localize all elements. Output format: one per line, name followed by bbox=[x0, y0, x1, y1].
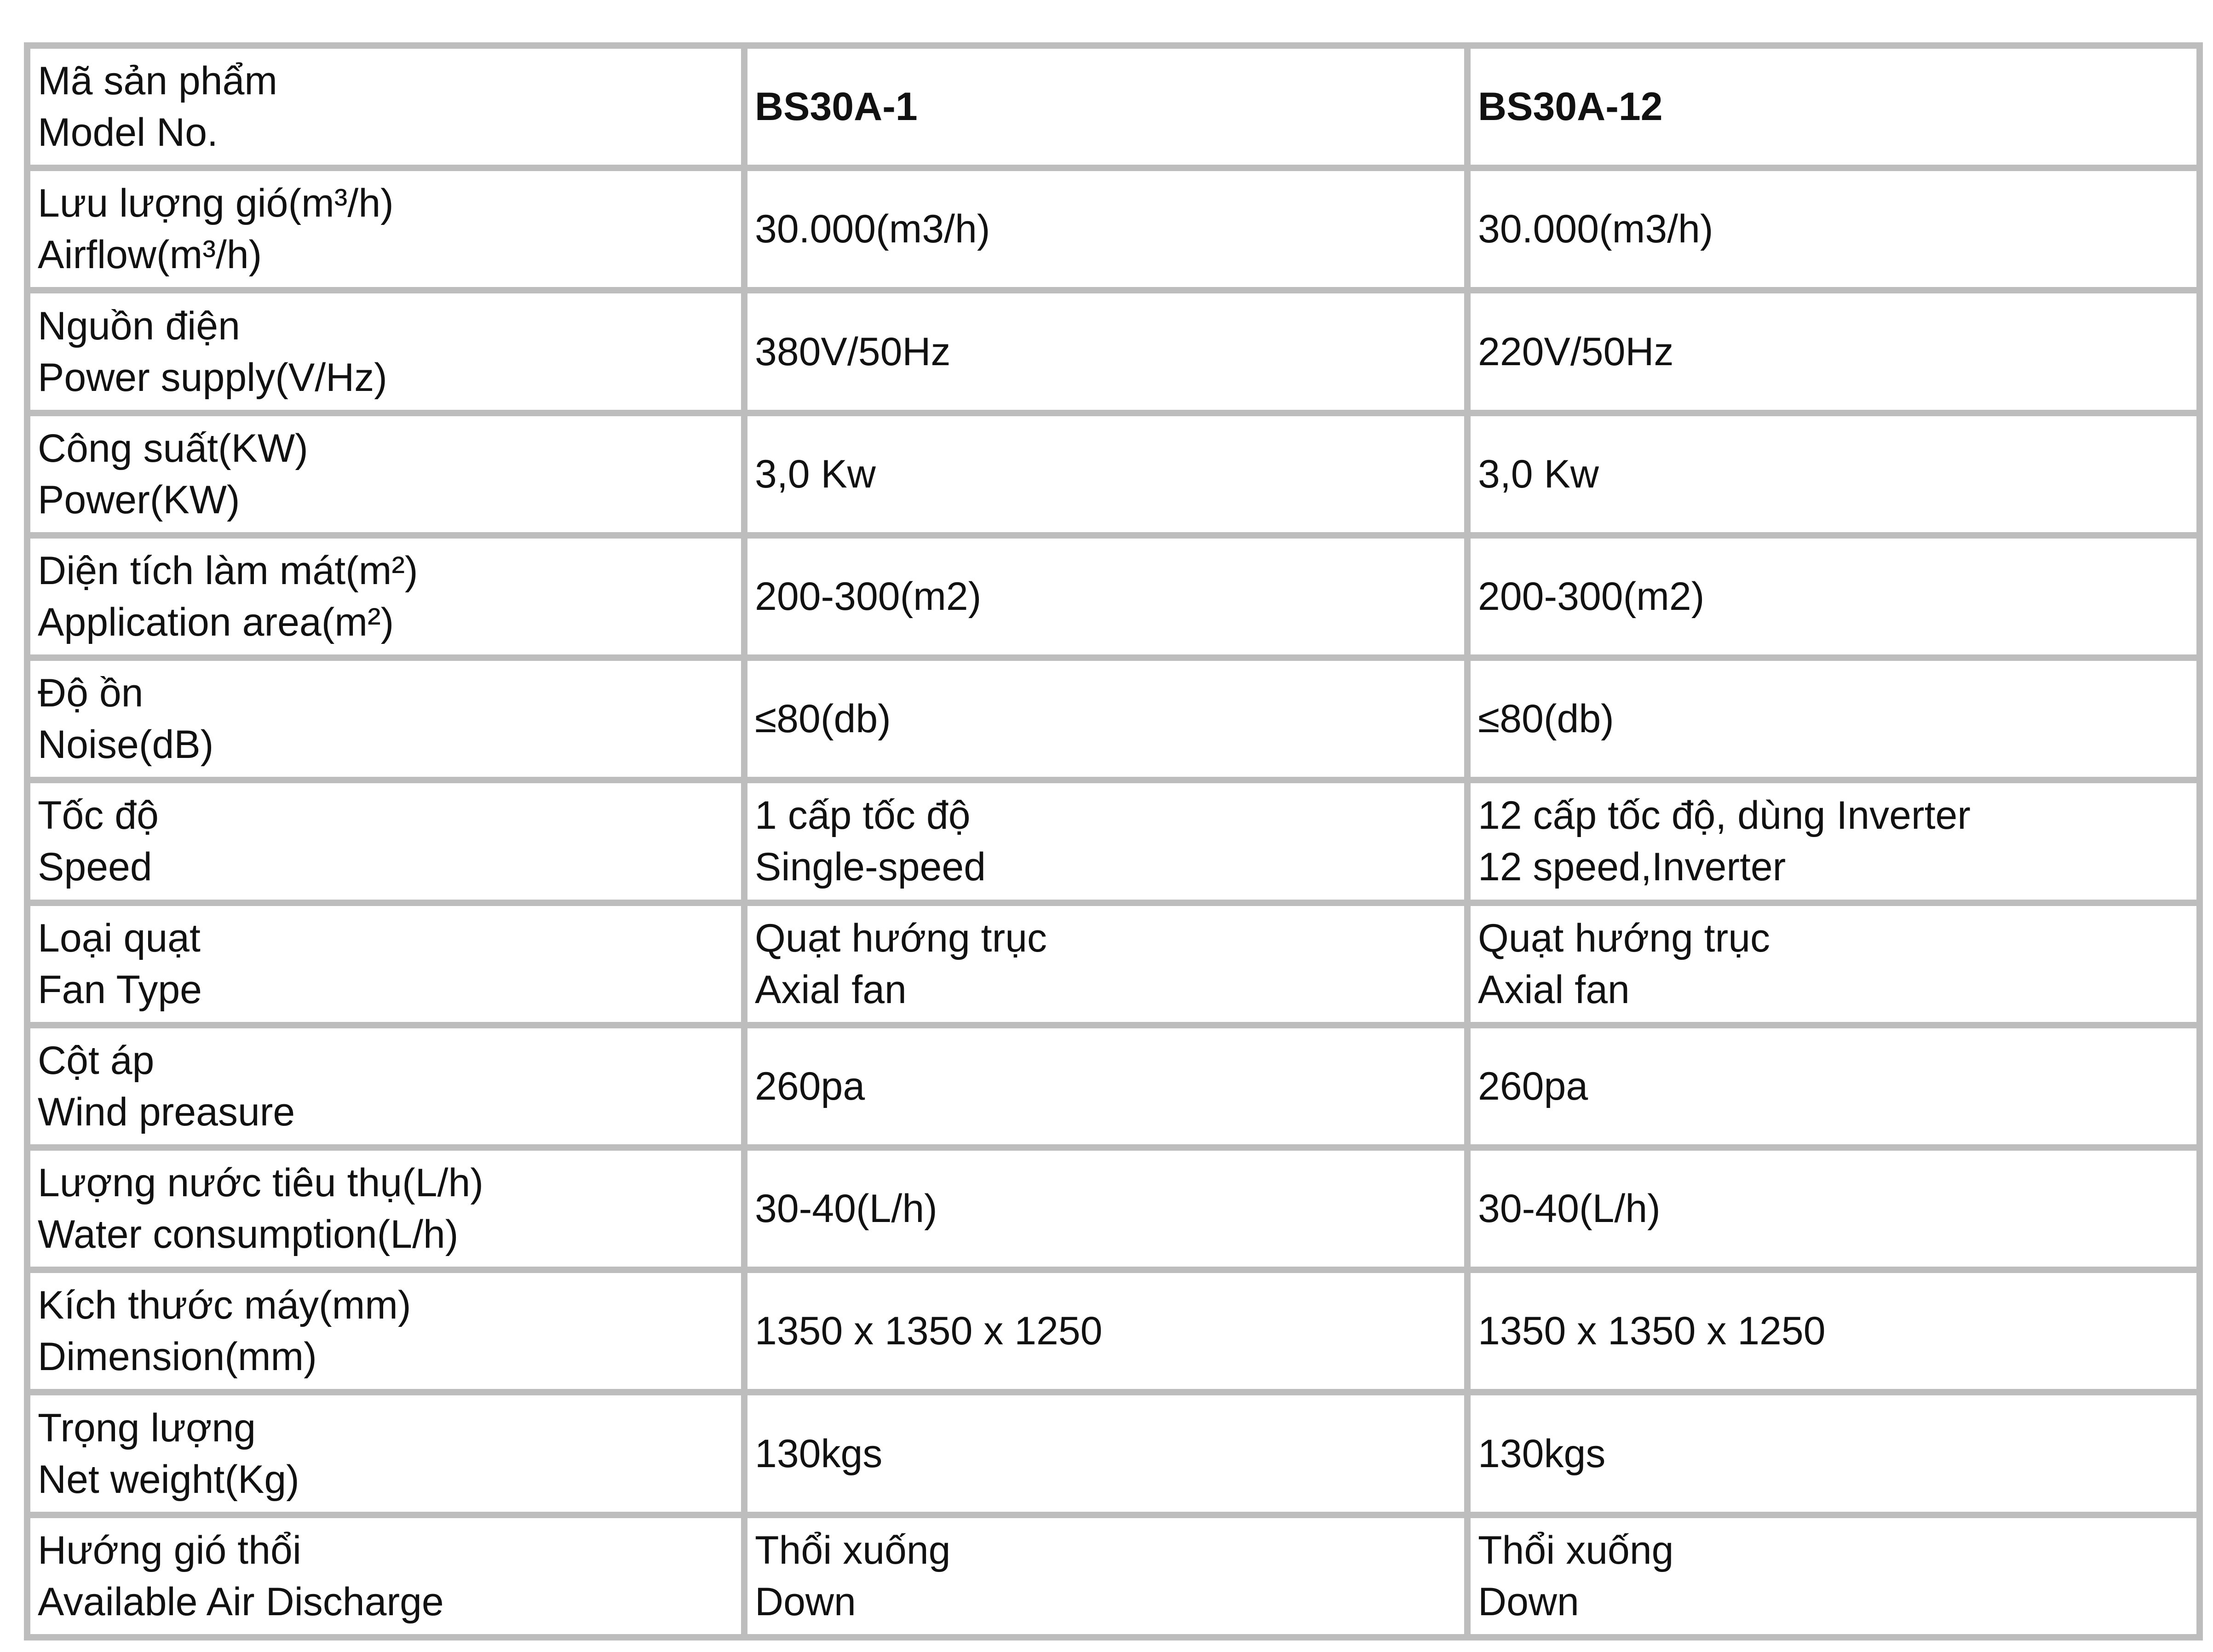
spec-value-cell-text: 260pa bbox=[755, 1064, 865, 1108]
spec-value-cell bbox=[744, 535, 1467, 658]
spec-value-cell bbox=[744, 1515, 1467, 1637]
header-label-cell bbox=[27, 46, 744, 168]
spec-label-cell-text: Lượng nước tiêu thụ(L/h) bbox=[38, 1161, 483, 1205]
table-header-row bbox=[27, 46, 2200, 168]
spec-label-cell-text: Dimension(mm) bbox=[38, 1335, 317, 1379]
spec-label-cell bbox=[27, 168, 744, 290]
spec-label-cell bbox=[27, 290, 744, 413]
spec-label-cell-text: Kích thước máy(mm) bbox=[38, 1283, 411, 1328]
spec-value-cell-text: Axial fan bbox=[1478, 967, 1630, 1012]
spec-value-cell bbox=[744, 168, 1467, 290]
spec-value-cell-text: 1350 x 1350 x 1250 bbox=[755, 1309, 1103, 1354]
table-row bbox=[27, 658, 2200, 780]
spec-value-cell-text: Quạt hướng trục bbox=[1478, 916, 1770, 960]
spec-label-cell bbox=[27, 535, 744, 658]
spec-value-cell-text: 3,0 Kw bbox=[1478, 452, 1599, 496]
header-label-vi: Mã sản phẩm bbox=[38, 59, 278, 103]
spec-value-cell bbox=[1467, 1392, 2200, 1514]
spec-value-cell bbox=[1467, 535, 2200, 658]
spec-value-cell bbox=[1467, 413, 2200, 535]
table-row bbox=[27, 413, 2200, 535]
table-row bbox=[27, 1147, 2200, 1270]
spec-value-cell bbox=[1467, 168, 2200, 290]
spec-label-cell bbox=[27, 1392, 744, 1514]
header-model-cell bbox=[1467, 46, 2200, 168]
spec-value-cell-text: 12 speed,Inverter bbox=[1478, 845, 1786, 889]
table-row bbox=[27, 903, 2200, 1025]
spec-label-cell-text: Trọng lượng bbox=[38, 1405, 256, 1450]
spec-value-cell-text: 260pa bbox=[1478, 1064, 1588, 1108]
spec-value-cell-text: ≤80(db) bbox=[755, 697, 891, 741]
table-row bbox=[27, 1392, 2200, 1514]
spec-label-cell-text: Power(KW) bbox=[38, 477, 240, 522]
spec-value-cell-text: Down bbox=[755, 1579, 856, 1624]
spec-value-cell-text: 200-300(m2) bbox=[755, 574, 982, 619]
spec-value-cell-text: 30-40(L/h) bbox=[1478, 1187, 1661, 1231]
table-row bbox=[27, 1025, 2200, 1147]
spec-value-cell-text: 130kgs bbox=[1478, 1431, 1606, 1476]
spec-value-cell bbox=[744, 1147, 1467, 1270]
spec-value-cell bbox=[744, 780, 1467, 902]
table-row bbox=[27, 780, 2200, 902]
model-name: BS30A-12 bbox=[1478, 85, 1663, 129]
spec-value-cell bbox=[1467, 780, 2200, 902]
spec-value-cell-text: 380V/50Hz bbox=[755, 329, 951, 374]
spec-value-cell-text: 12 cấp tốc độ, dùng Inverter bbox=[1478, 793, 1971, 838]
table-row bbox=[27, 168, 2200, 290]
spec-label-cell-text: Độ ồn bbox=[38, 671, 144, 716]
spec-label-cell-text: Công suất(KW) bbox=[38, 426, 308, 470]
spec-label-cell bbox=[27, 903, 744, 1025]
spec-value-cell-text: 30.000(m3/h) bbox=[1478, 207, 1713, 252]
table-row bbox=[27, 290, 2200, 413]
spec-value-cell bbox=[1467, 1147, 2200, 1270]
spec-value-cell-text: Quạt hướng trục bbox=[755, 916, 1047, 960]
table-row bbox=[27, 1515, 2200, 1637]
spec-label-cell bbox=[27, 658, 744, 780]
spec-label-cell-text: Airflow(m³/h) bbox=[38, 233, 262, 277]
spec-value-cell-text: Single-speed bbox=[755, 845, 986, 889]
spec-value-cell-text: 3,0 Kw bbox=[755, 452, 876, 496]
spec-value-cell-text: 130kgs bbox=[755, 1431, 883, 1476]
table-row bbox=[27, 1270, 2200, 1392]
spec-value-cell-text: 1 cấp tốc độ bbox=[755, 793, 971, 838]
spec-value-cell-text: ≤80(db) bbox=[1478, 697, 1614, 741]
spec-value-cell bbox=[1467, 1515, 2200, 1637]
spec-value-cell-text: 30.000(m3/h) bbox=[755, 207, 990, 252]
spec-value-cell-text: 30-40(L/h) bbox=[755, 1187, 937, 1231]
spec-value-cell bbox=[1467, 290, 2200, 413]
spec-label-cell bbox=[27, 413, 744, 535]
spec-value-cell-text: 200-300(m2) bbox=[1478, 574, 1705, 619]
spec-table-body bbox=[27, 46, 2200, 1637]
spec-value-cell bbox=[1467, 1270, 2200, 1392]
header-label-en: Model No. bbox=[38, 110, 218, 155]
header-model-cell bbox=[744, 46, 1467, 168]
spec-label-cell bbox=[27, 1025, 744, 1147]
spec-value-cell bbox=[744, 658, 1467, 780]
spec-table bbox=[24, 42, 2203, 1641]
spec-label-cell-text: Fan Type bbox=[38, 967, 202, 1012]
spec-label-cell-text: Water consumption(L/h) bbox=[38, 1212, 459, 1257]
spec-label-cell-text: Diện tích làm mát(m²) bbox=[38, 548, 418, 593]
spec-value-cell bbox=[744, 413, 1467, 535]
spec-value-cell-text: Down bbox=[1478, 1579, 1579, 1624]
spec-label-cell bbox=[27, 780, 744, 902]
spec-value-cell-text: Thổi xuống bbox=[755, 1528, 951, 1572]
spec-value-cell bbox=[744, 903, 1467, 1025]
spec-value-cell bbox=[1467, 1025, 2200, 1147]
spec-label-cell-text: Loại quạt bbox=[38, 916, 201, 960]
spec-label-cell bbox=[27, 1270, 744, 1392]
spec-label-cell-text: Hướng gió thổi bbox=[38, 1528, 301, 1572]
spec-value-cell-text: Axial fan bbox=[755, 967, 907, 1012]
spec-label-cell-text: Cột áp bbox=[38, 1038, 155, 1083]
spec-value-cell bbox=[744, 290, 1467, 413]
spec-label-cell-text: Nguồn điện bbox=[38, 304, 240, 348]
spec-value-cell bbox=[744, 1270, 1467, 1392]
spec-value-cell-text: 1350 x 1350 x 1250 bbox=[1478, 1309, 1826, 1354]
spec-label-cell-text: Power supply(V/Hz) bbox=[38, 355, 387, 400]
spec-value-cell bbox=[744, 1392, 1467, 1514]
model-name: BS30A-1 bbox=[755, 85, 918, 129]
spec-label-cell bbox=[27, 1147, 744, 1270]
spec-label-cell-text: Available Air Discharge bbox=[38, 1579, 444, 1624]
spec-label-cell-text: Wind preasure bbox=[38, 1090, 295, 1134]
spec-value-cell bbox=[1467, 658, 2200, 780]
spec-label-cell-text: Noise(dB) bbox=[38, 723, 214, 767]
spec-label-cell bbox=[27, 1515, 744, 1637]
table-row bbox=[27, 535, 2200, 658]
spec-label-cell-text: Net weight(Kg) bbox=[38, 1457, 299, 1502]
spec-value-cell bbox=[1467, 903, 2200, 1025]
spec-label-cell-text: Application area(m²) bbox=[38, 600, 394, 644]
spec-value-cell-text: Thổi xuống bbox=[1478, 1528, 1674, 1572]
spec-label-cell-text: Tốc độ bbox=[38, 793, 159, 838]
spec-value-cell-text: 220V/50Hz bbox=[1478, 329, 1674, 374]
spec-value-cell bbox=[744, 1025, 1467, 1147]
spec-label-cell-text: Lưu lượng gió(m³/h) bbox=[38, 181, 394, 226]
spec-label-cell-text: Speed bbox=[38, 845, 152, 889]
